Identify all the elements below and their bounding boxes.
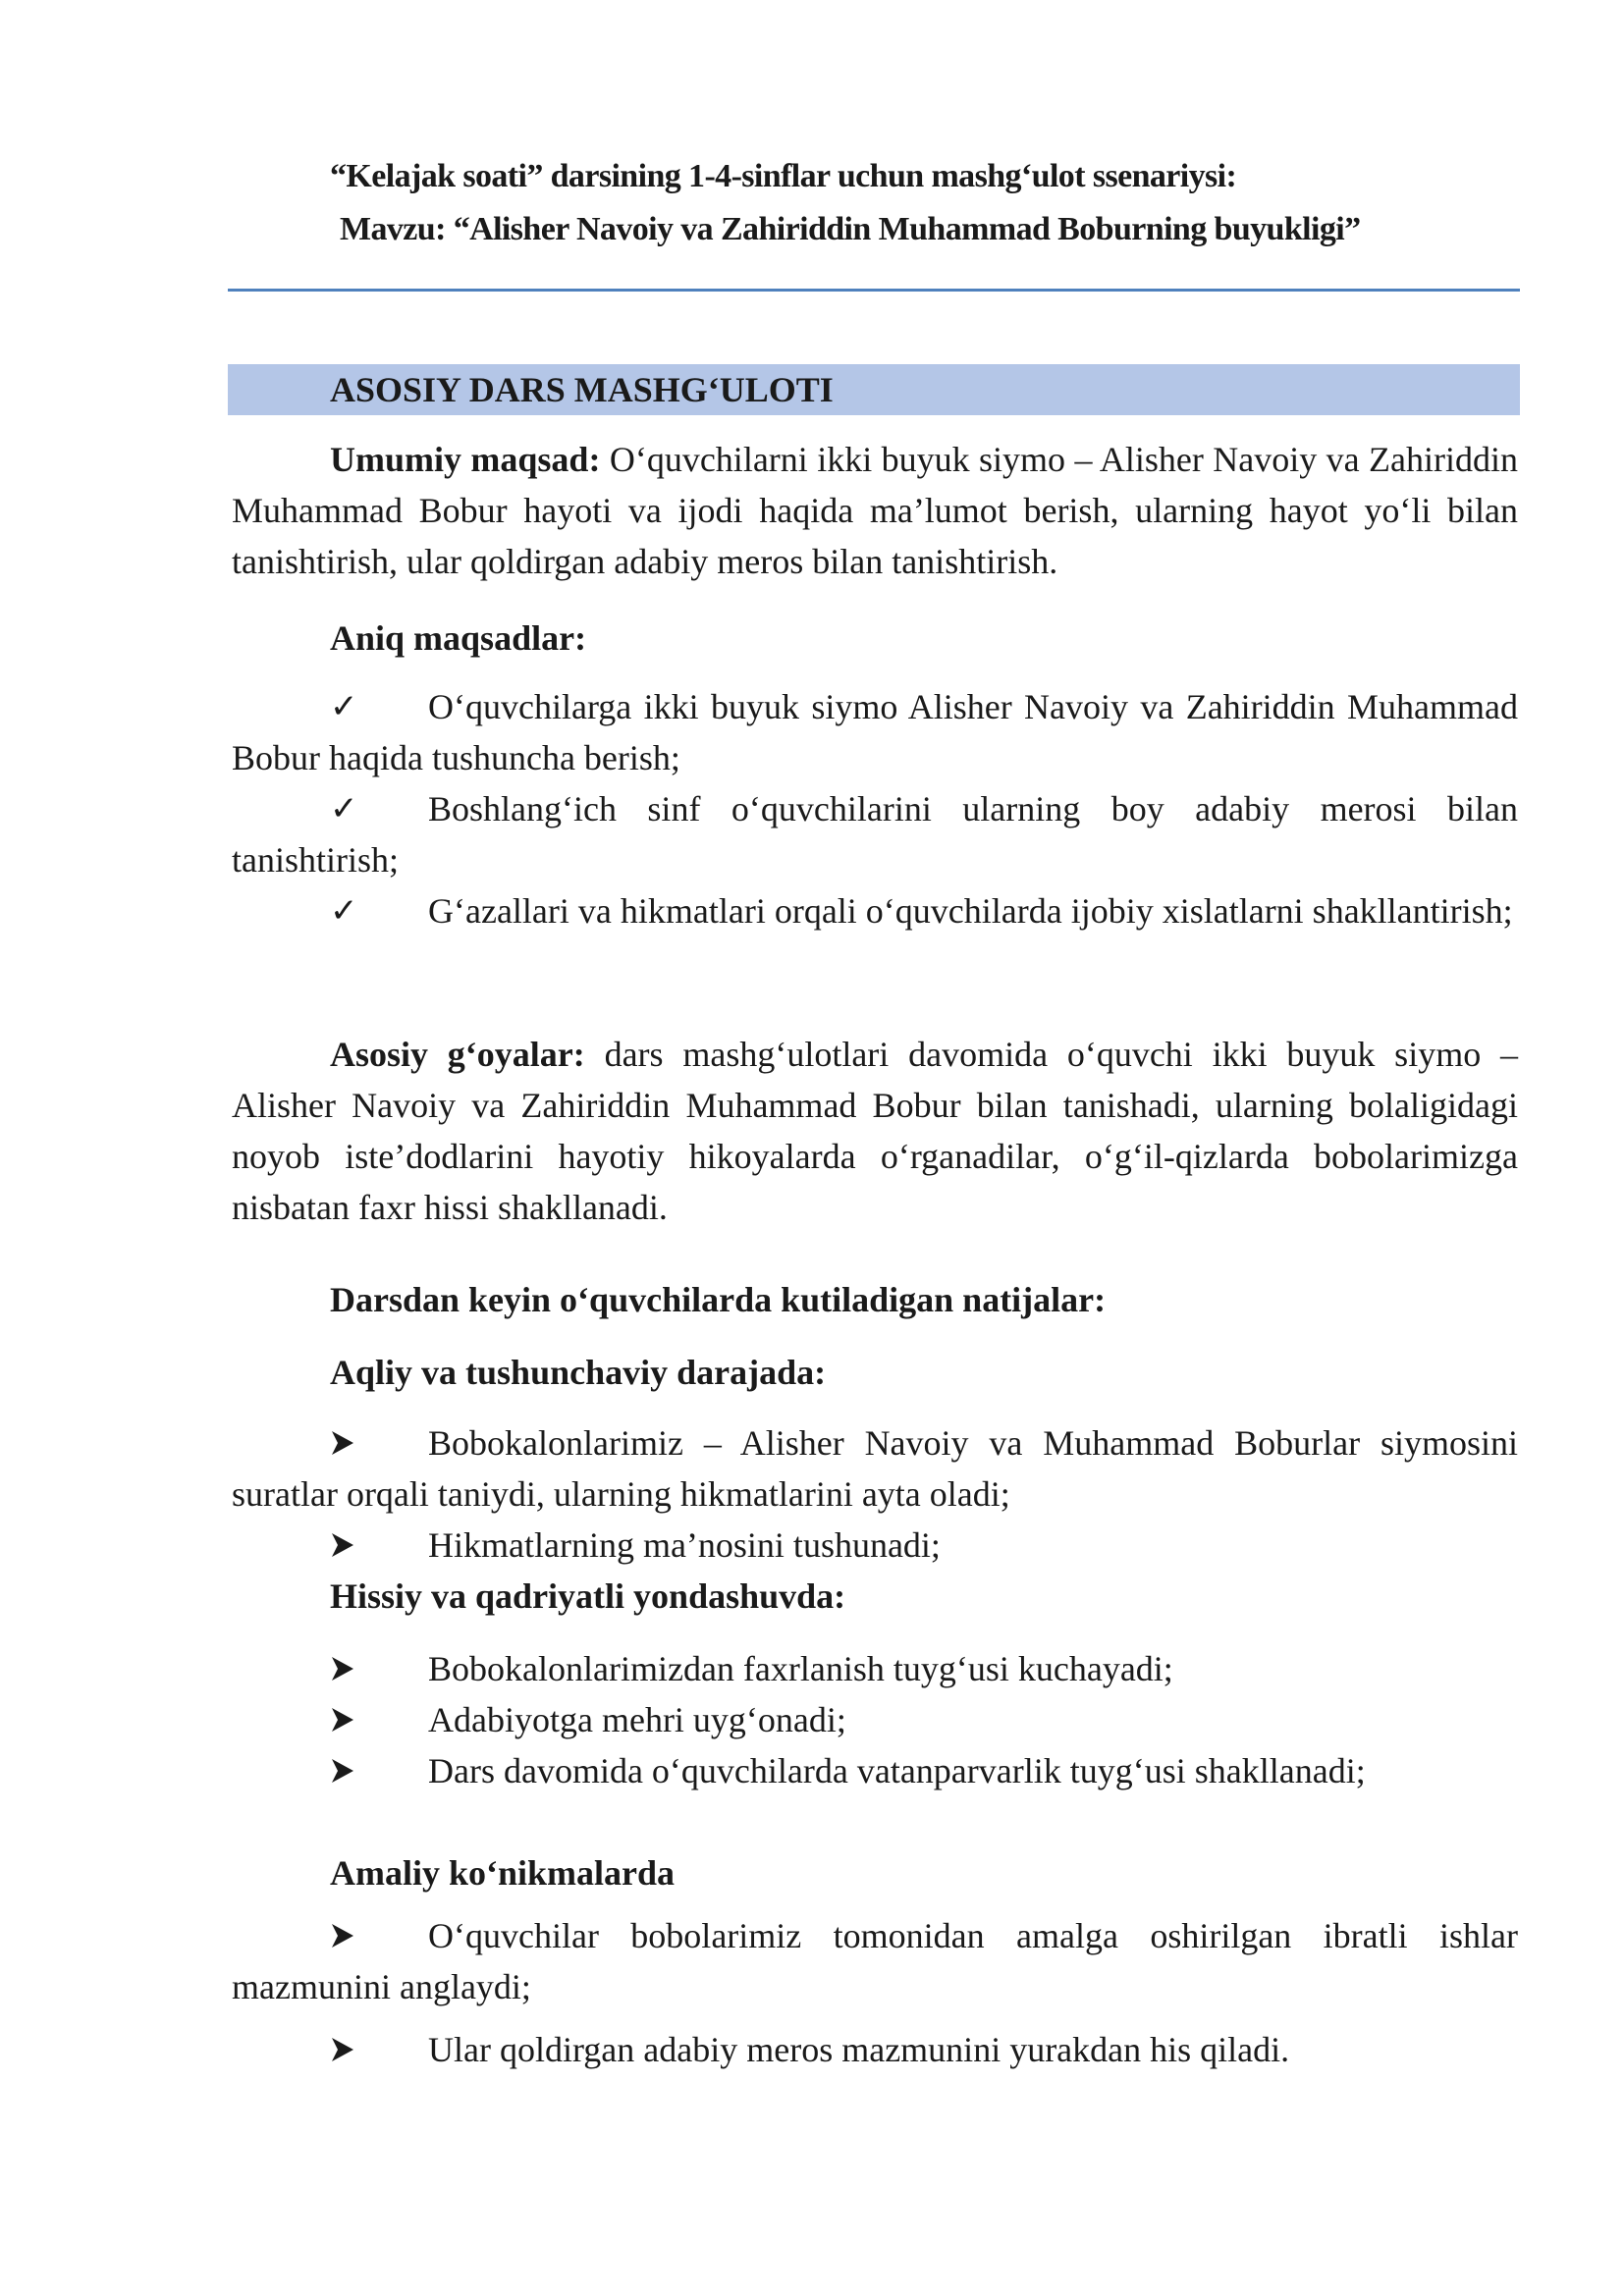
list-item-text: G‘azallari va hikmatlari orqali o‘quvchilarda ijobiy xislatlarni shakllantirish; (428, 891, 1513, 931)
section-title: ASOSIY DARS MASHG‘ULOTI (330, 370, 834, 409)
header-divider (228, 289, 1520, 292)
main-ideas-label: Asosiy g‘oyalar: (330, 1035, 585, 1074)
arrowhead-icon (330, 1745, 369, 1796)
specific-goals-heading: Aniq maqsadlar: (330, 618, 587, 658)
arrowhead-icon (330, 1694, 369, 1745)
list-item-text: O‘quvchilar bobolarimiz tomonidan amalga oshirilgan ibratli ishlar mazmunini anglaydi; (232, 1916, 1518, 2006)
main-ideas-paragraph (232, 1029, 1518, 1233)
list-item (232, 1417, 1518, 1520)
check-icon: ✓ (330, 789, 358, 828)
general-goal-text: O‘quvchilarni ikki buyuk siymo – Alisher Navoiy va Zahiriddin Muhammad Bobur hayoti va ijodi haqida ma’lumot berish, ularning hayot yo‘li bilan tanishtirish, ular qoldirgan adabiy meros bilan tanishtirish. (232, 440, 1518, 581)
arrowhead-icon (330, 1643, 369, 1694)
list-item (232, 1910, 1518, 2012)
arrowhead-icon (330, 1910, 369, 1961)
emotional-heading: Hissiy va qadriyatli yondashuvda: (330, 1576, 846, 1616)
list-item (232, 1745, 1518, 1796)
list-item (232, 783, 1518, 885)
arrowhead-icon (330, 2024, 369, 2075)
document-title: “Kelajak soati” darsining 1-4-sinflar uchun mashg‘ulot ssenariysi: (330, 158, 1237, 194)
list-item-text: Boshlang‘ich sinf o‘quvchilarini ularning boy adabiy merosi bilan tanishtirish; (232, 789, 1518, 880)
check-icon: ✓ (330, 687, 358, 726)
general-goal-paragraph (232, 434, 1518, 587)
main-ideas-text: dars mashg‘ulotlari davomida o‘quvchi ikki buyuk siymo – Alisher Navoiy va Zahiriddin Muhammad Bobur bilan tanishadi, ularning bolaligidagi noyob iste’dodlarini hayotiy hikoyalarda o‘rganadilar, o‘g‘il-qizlarda bobolarimizga nisbatan faxr hissi shakllanadi. (232, 1035, 1518, 1227)
list-item-text: Dars davomida o‘quvchilarda vatanparvarlik tuyg‘usi shakllanadi; (428, 1751, 1366, 1790)
list-item (232, 1694, 1518, 1745)
document-subtitle: Mavzu: “Alisher Navoiy va Zahiriddin Muhammad Boburning buyukligi” (340, 211, 1361, 247)
arrowhead-icon (330, 1520, 369, 1571)
check-icon: ✓ (330, 891, 358, 931)
list-item-text: Adabiyotga mehri uyg‘onadi; (428, 1700, 846, 1739)
general-goal-label: Umumiy maqsad: (330, 440, 601, 479)
list-item (232, 1643, 1518, 1694)
list-item (232, 885, 1518, 936)
list-item (232, 1520, 1518, 1571)
outcomes-heading: Darsdan keyin o‘quvchilarda kutiladigan natijalar: (330, 1280, 1107, 1319)
list-item (232, 2024, 1518, 2075)
list-item (232, 681, 1518, 783)
practical-heading: Amaliy ko‘nikmalarda (330, 1853, 676, 1893)
list-item-text: Hikmatlarning ma’nosini tushunadi; (428, 1525, 941, 1565)
arrowhead-icon (330, 1417, 369, 1468)
list-item-text: Bobokalonlarimizdan faxrlanish tuyg‘usi kuchayadi; (428, 1649, 1173, 1688)
list-item-text: O‘quvchilarga ikki buyuk siymo Alisher Navoiy va Zahiriddin Muhammad Bobur haqida tushuncha berish; (232, 687, 1518, 777)
cognitive-heading: Aqliy va tushunchaviy darajada: (330, 1353, 827, 1392)
list-item-text: Ular qoldirgan adabiy meros mazmunini yurakdan his qiladi. (428, 2030, 1290, 2069)
list-item-text: Bobokalonlarimiz – Alisher Navoiy va Muhammad Boburlar siymosini suratlar orqali taniydi, ularning hikmatlarini ayta oladi; (232, 1423, 1518, 1514)
